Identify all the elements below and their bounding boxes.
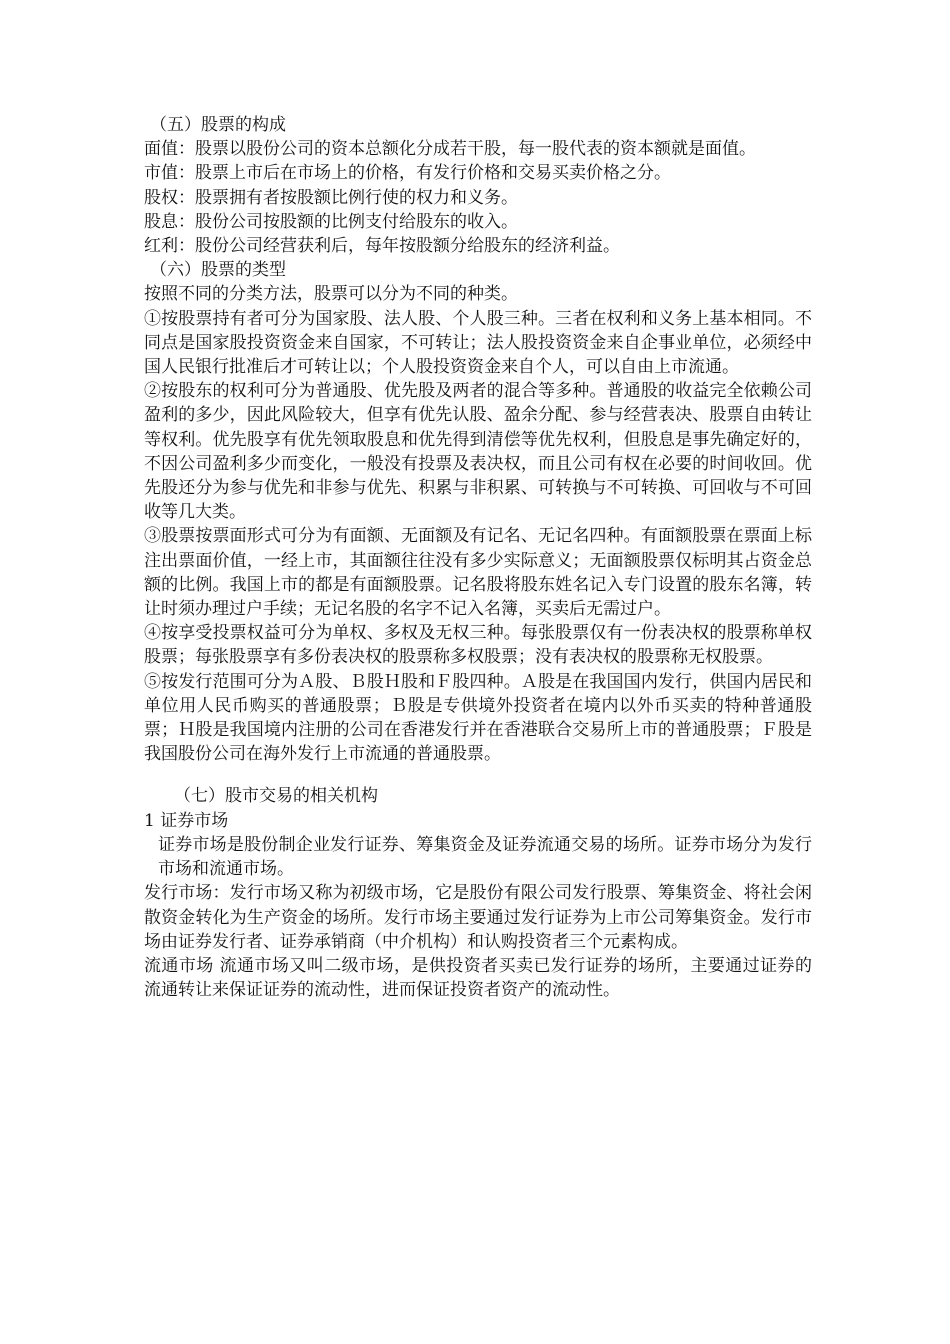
section-5-heading: （五）股票的构成 xyxy=(150,115,286,135)
definition-market-value: 市值：股票上市后在市场上的价格，有发行价格和交易买卖价格之分。 xyxy=(144,163,671,184)
section-spacer xyxy=(144,766,812,784)
circulation-market-paragraph: 流通市场 流通市场又叫二级市场，是供投资者买卖已发行证券的场所，主要通过证券的流通转让来保证证券的流动性，进而保证投资者资产的流动性。 xyxy=(144,955,812,1001)
issue-market-paragraph: 发行市场：发行市场又称为初级市场，它是股份有限公司发行股票、筹集资金、将社会闲散资金转化为生产资金的场所。发行市场主要通过发行证券为上市公司筹集资金。发行市场由证券发行者、证券承销商（中介机构）和认购投资者三个元素构成。 xyxy=(144,883,812,952)
definition-dividend-interest: 股息：股份公司按股额的比例支付给股东的收入。 xyxy=(144,211,518,232)
stock-type-by-rights: ②按股东的权利可分为普通股、优先股及两者的混合等多种。普通股的收益完全依赖公司盈利的多少，因此风险较大，但享有优先认股、盈余分配、参与经营表决、股票自由转让等权利。优先股享有优先领取股息和优先得到清偿等优先权利，但股息是事先确定好的，不因公司盈利多少而变化，一般没有投票及表决权，而且公司有权在必要的时间收回。优先股还分为参与优先和非参与优先、积累与非积累、可转换与不可转换、可回收与不可回收等几大类。 xyxy=(144,381,812,523)
stock-type-by-form: ③股票按票面形式可分为有面额、无面额及有记名、无记名四种。有面额股票在票面上标注出票面价值，一经上市，其面额往往没有多少实际意义；无面额股票仅标明其占资金总额的比例。我国上市的都是有面额股票。记名股将股东姓名记入专门设置的股东名簿，转让时须办理过户手续；无记名股的名字不记入名簿，买卖后无需过户。 xyxy=(144,526,812,620)
securities-market-title: 1 证券市场 xyxy=(144,810,229,831)
stock-type-by-issuance: ⑤按发行范围可分为Ａ股、Ｂ股Ｈ股和Ｆ股四种。Ａ股是在我国国内发行，供国内居民和单位用人民币购买的普通股票；Ｂ股是专供境外投资者在境内以外币买卖的特种普通股票；Ｈ股是我国境内注册的公司在香港发行并在香港联合交易所上市的普通股票；Ｆ股是我国股份公司在海外发行上市流通的普通股票。 xyxy=(144,671,812,765)
document-page xyxy=(144,113,812,1002)
definition-equity: 股权：股票拥有者按股额比例行使的权力和义务。 xyxy=(144,187,518,208)
securities-market-intro: 证券市场是股份制企业发行证券、筹集资金及证券流通交易的场所。证券市场分为发行市场和流通市场。 xyxy=(158,834,812,880)
definition-face-value: 面值：股票以股份公司的资本总额化分成若干股，每一股代表的资本额就是面值。 xyxy=(144,139,756,160)
section-6-heading: （六）股票的类型 xyxy=(150,260,286,281)
definition-bonus: 红利：股份公司经营获利后，每年按股额分给股东的经济利益。 xyxy=(144,236,620,257)
stock-type-by-voting: ④按享受投票权益可分为单权、多权及无权三种。每张股票仅有一份表决权的股票称单权股票；每张股票享有多份表决权的股票称多权股票；没有表决权的股票称无权股票。 xyxy=(144,623,812,668)
section-6-intro: 按照不同的分类方法，股票可以分为不同的种类。 xyxy=(144,284,518,305)
section-7-heading: （七）股市交易的相关机构 xyxy=(174,786,378,807)
stock-type-by-holder: ①按股票持有者可分为国家股、法人股、个人股三种。三者在权利和义务上基本相同。不同点是国家股投资资金来自国家，不可转让；法人股投资资金来自企事业单位，必须经中国人民银行批准后才可转让以；个人股投资资金来自个人，可以自由上市流通。 xyxy=(144,308,812,378)
